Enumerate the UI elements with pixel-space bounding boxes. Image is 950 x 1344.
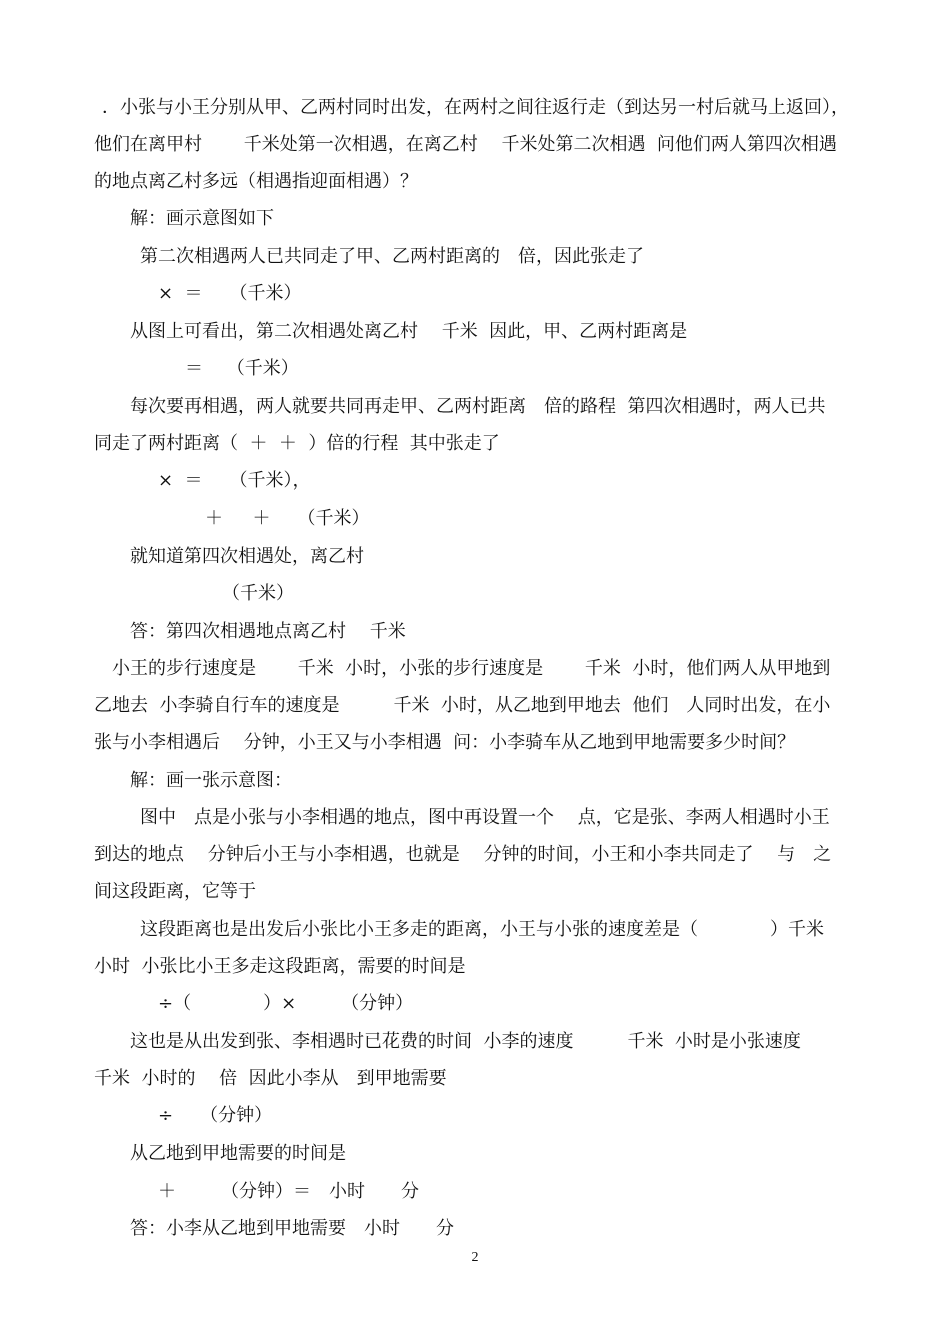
problem1-statement-line3: 的地点离乙村多远（相遇指迎面相遇）？	[94, 171, 418, 192]
problem2-statement-line3: 张与小李相遇后 分钟，小王又与小李相遇 问：小李骑车从乙地到甲地需要多少时间？	[94, 732, 796, 753]
problem2-step-10: 从乙地到甲地需要的时间是	[130, 1143, 346, 1164]
problem1-solution-intro: 解：画示意图如下	[130, 208, 274, 229]
problem1-step-5: 每次要再相遇，两人就要共同再走甲、乙两村距离 倍的路程 第四次相遇时，两人已共	[130, 396, 826, 417]
problem2-step-6: ÷（ ）× （分钟）	[158, 993, 414, 1014]
problem2-step-9: ÷ （分钟）	[158, 1105, 273, 1126]
problem1-step-6: 同走了两村距离（ ＋ ＋ ）倍的行程 其中张走了	[94, 433, 500, 454]
problem2-step-11: ＋ （分钟）＝ 小时 分	[158, 1181, 419, 1202]
problem2-step-7: 这也是从出发到张、李相遇时已花费的时间 小李的速度 千米 小时是小张速度	[130, 1031, 801, 1052]
problem2-step-1: 图中 点是小张与小李相遇的地点，图中再设置一个 点，它是张、李两人相遇时小王	[140, 807, 830, 828]
problem2-answer: 答：小李从乙地到甲地需要 小时 分	[130, 1218, 454, 1239]
problem2-statement-line1: 小王的步行速度是 千米 小时，小张的步行速度是 千米 小时，他们两人从甲地到	[112, 658, 831, 679]
problem2-step-5: 小时 小张比小王多走这段距离，需要的时间是	[94, 956, 466, 977]
problem1-statement-line2: 他们在离甲村 千米处第一次相遇，在离乙村 千米处第二次相遇 问他们两人第四次相遇	[94, 134, 837, 155]
problem1-step-2: × ＝ （千米）	[158, 283, 302, 304]
problem1-answer: 答：第四次相遇地点离乙村 千米	[130, 621, 406, 642]
problem1-step-10: （千米）	[222, 583, 294, 604]
problem2-step-8: 千米 小时的 倍 因此小李从 到甲地需要	[94, 1068, 447, 1089]
problem1-step-9: 就知道第四次相遇处，离乙村	[130, 546, 364, 567]
problem1-step-3: 从图上可看出，第二次相遇处离乙村 千米 因此，甲、乙两村距离是	[130, 321, 688, 342]
problem2-step-2: 到达的地点 分钟后小王与小李相遇，也就是 分钟的时间，小王和小李共同走了 与 之	[94, 844, 832, 865]
problem1-step-7: × ＝ （千米），	[158, 470, 311, 491]
problem2-solution-intro: 解：画一张示意图：	[130, 770, 292, 791]
problem2-step-4: 这段距离也是出发后小张比小王多走的距离，小王与小张的速度差是（ ）千米	[140, 919, 824, 940]
problem1-step-8: ＋ ＋ （千米）	[205, 508, 370, 529]
problem1-statement-line1: ．小张与小王分别从甲、乙两村同时出发，在两村之间往返行走（到达另一村后就马上返回），	[102, 97, 849, 118]
page-number: 2	[471, 1250, 479, 1265]
problem1-step-1: 第二次相遇两人已共同走了甲、乙两村距离的 倍，因此张走了	[140, 246, 644, 267]
problem2-statement-line2: 乙地去 小李骑自行车的速度是 千米 小时，从乙地到甲地去 他们 人同时出发，在小	[94, 695, 831, 716]
problem2-step-3: 间这段距离，它等于	[94, 881, 256, 902]
problem1-step-4: ＝ （千米）	[185, 358, 299, 379]
